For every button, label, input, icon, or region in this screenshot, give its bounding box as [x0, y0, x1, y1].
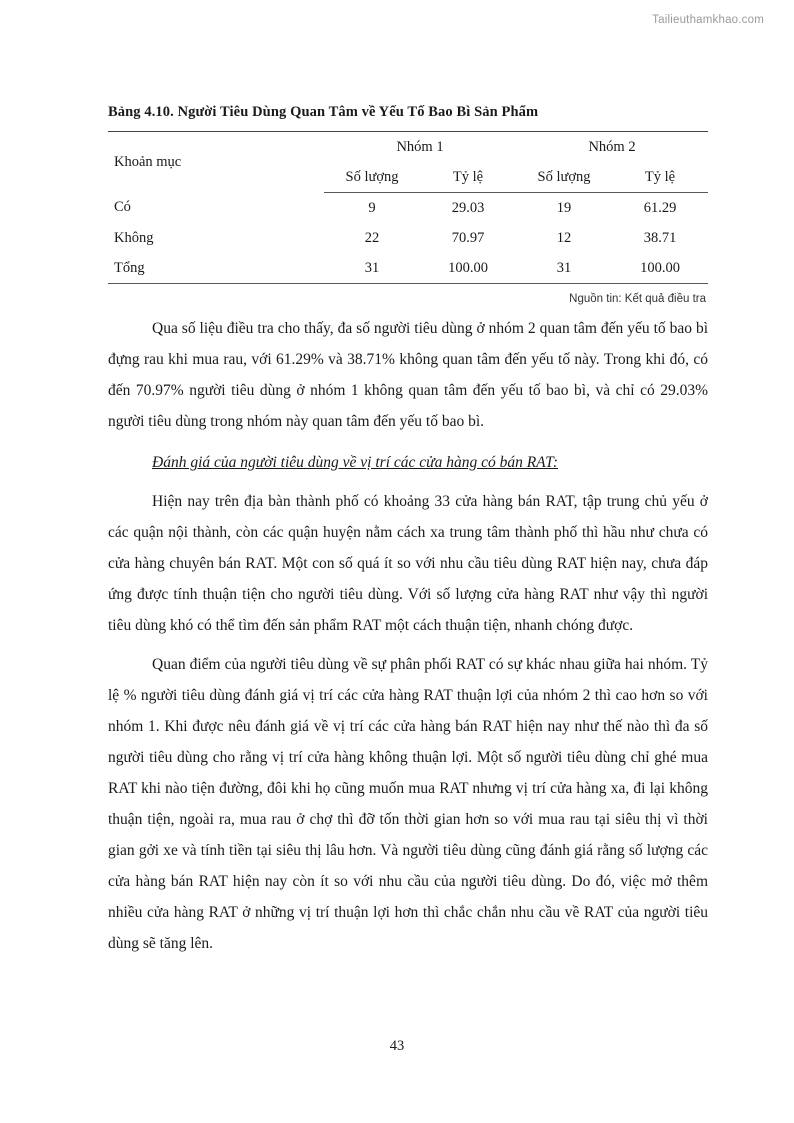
table-header-g2-pct: Tỷ lệ	[612, 163, 708, 193]
cell-g1-pct: 29.03	[451, 199, 485, 216]
cell-g1-count: 31	[324, 253, 420, 284]
row-label: Tổng	[108, 253, 324, 284]
section-subheading: Đánh giá của người tiêu dùng về vị trí các cửa hàng có bán RAT:	[152, 454, 559, 471]
paragraph-2: Hiện nay trên địa bàn thành phố có khoảng 33 cửa hàng bán RAT, tập trung chủ yếu ở các quận nội thành, còn các quận huyện nằm cách xa trung tâm thành phố thì hầu như chưa có cửa hàng chuyên bán RAT. Một con số quá ít so với nhu cầu tiêu dùng RAT hiện nay, chưa đáp ứng được tính thuận tiện cho người tiêu dùng. Với số lượng cửa hàng RAT như vậy thì người tiêu dùng khó có thể tìm đến sản phẩm RAT một cách thuận tiện, nhanh chóng được.	[108, 493, 708, 634]
table-header-group-1: Nhóm 1	[324, 132, 516, 164]
watermark-label: Tailieuthamkhao.com	[652, 14, 764, 26]
table-row	[108, 223, 708, 253]
paragraph-3: Quan điểm của người tiêu dùng về sự phân phối RAT có sự khác nhau giữa hai nhóm. Tỷ lệ % người tiêu dùng đánh giá vị trí các cửa hàng RAT thuận lợi của nhóm 2 thì cao hơn so với nhóm 1. Khi được nêu đánh giá về vị trí các cửa hàng bán RAT hiện nay như thế nào thì đa số người tiêu dùng cho rằng vị trí cửa hàng không thuận lợi. Một số người tiêu dùng chỉ ghé mua RAT khi nào tiện đường, đôi khi họ cũng muốn mua RAT nhưng vị trí cửa hàng xa, đi lại không thuận tiện, ngoài ra, mua rau ở chợ thì đỡ tốn thời gian hơn so với mua rau tại siêu thị vì thời gian gởi xe và tính tiền tại siêu thị lâu hơn. Và người tiêu dùng cũng đánh giá rằng số lượng các cửa hàng bán RAT hiện nay còn ít so với nhu cầu của người tiêu dùng. Do đó, việc mở thêm nhiều cửa hàng RAT ở những vị trí thuận lợi hơn thì chắc chắn nhu cầu về RAT của người tiêu dùng sẽ tăng lên.	[108, 656, 708, 952]
cell-g1-count: 9	[368, 199, 376, 216]
row-label: Có	[114, 199, 131, 216]
table-header-group-2: Nhóm 2	[516, 132, 708, 164]
packaging-concern-table	[108, 131, 708, 284]
cell-g1-pct: 70.97	[451, 229, 485, 246]
page-number: 43	[389, 1038, 405, 1054]
row-label: Không	[114, 229, 154, 246]
page-content	[108, 104, 708, 959]
table-header-g1-count: Số lượng	[324, 163, 420, 193]
table-source-note: Nguồn tin: Kết quả điều tra	[569, 293, 706, 305]
cell-g2-count: 12	[556, 229, 572, 246]
table-header-item: Khoản mục	[108, 132, 324, 193]
cell-g2-count: 19	[556, 199, 572, 216]
table-title: Bảng 4.10. Người Tiêu Dùng Quan Tâm về Yếu Tố Bao Bì Sản Phẩm	[108, 104, 539, 120]
table-header-g1-pct: Tỷ lệ	[420, 163, 516, 193]
cell-g2-pct: 61.29	[643, 199, 677, 216]
table-header-g2-count: Số lượng	[516, 163, 612, 193]
paragraph-1: Qua số liệu điều tra cho thấy, đa số người tiêu dùng ở nhóm 2 quan tâm đến yếu tố bao bì đựng rau khi mua rau, với 61.29% và 38.71% không quan tâm đến yếu tố này. Trong khi đó, có đến 70.97% người tiêu dùng ở nhóm 1 không quan tâm đến yếu tố bao bì, và chỉ có 29.03% người tiêu dùng trong nhóm này quan tâm đến yếu tố bao bì.	[108, 320, 708, 430]
cell-g2-count: 31	[516, 253, 612, 284]
cell-g2-pct: 38.71	[643, 229, 677, 246]
table-row	[108, 193, 708, 224]
table-row	[108, 253, 708, 284]
table-header-groups	[108, 132, 708, 164]
cell-g1-pct: 100.00	[420, 253, 516, 284]
cell-g2-pct: 100.00	[612, 253, 708, 284]
cell-g1-count: 22	[364, 229, 380, 246]
